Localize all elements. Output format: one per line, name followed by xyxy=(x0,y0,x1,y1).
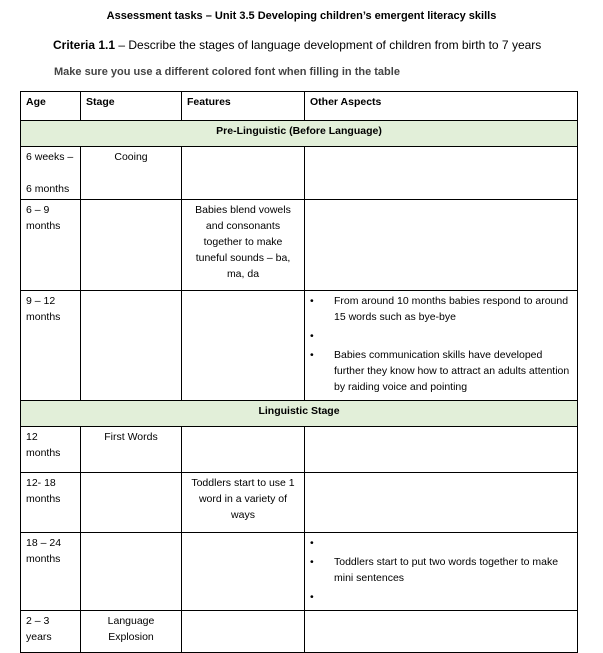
instruction-note: Make sure you use a different colored font when filling in the table xyxy=(54,66,400,78)
table-row xyxy=(21,533,578,611)
features-cell[interactable] xyxy=(182,291,305,401)
table-row xyxy=(21,200,578,291)
list-item xyxy=(328,535,572,551)
age-cell[interactable]: 6 – 9 months xyxy=(21,200,81,291)
stage-cell[interactable]: Cooing xyxy=(81,147,182,200)
aspects-cell[interactable] xyxy=(305,291,578,401)
age-cell[interactable]: 6 weeks – 6 months xyxy=(21,147,81,200)
features-cell[interactable] xyxy=(182,533,305,611)
stage-cell[interactable]: First Words xyxy=(81,427,182,473)
aspects-cell[interactable] xyxy=(305,533,578,611)
column-header-stage: Stage xyxy=(81,92,182,121)
table-header-row xyxy=(21,92,578,121)
age-cell[interactable]: 12- 18 months xyxy=(21,473,81,533)
aspects-cell[interactable] xyxy=(305,147,578,200)
list-item xyxy=(328,328,572,344)
aspects-cell[interactable] xyxy=(305,200,578,291)
language-stages-table xyxy=(20,91,578,653)
table-row xyxy=(21,427,578,473)
aspects-cell[interactable] xyxy=(305,611,578,653)
age-cell[interactable]: 2 – 3 years xyxy=(21,611,81,653)
stage-cell[interactable] xyxy=(81,473,182,533)
features-cell[interactable] xyxy=(182,611,305,653)
list-item: • Babies communication skills have developed further they know how to attract an adults attention by raiding voice and pointing xyxy=(328,347,572,395)
age-cell[interactable]: 9 – 12 months xyxy=(21,291,81,401)
stage-cell[interactable] xyxy=(81,200,182,291)
aspects-list xyxy=(310,293,572,395)
features-cell[interactable] xyxy=(182,147,305,200)
criteria-label: Criteria 1.1 xyxy=(53,38,116,52)
table-row xyxy=(21,291,578,401)
features-cell[interactable] xyxy=(182,427,305,473)
age-cell[interactable]: 12 months xyxy=(21,427,81,473)
age-cell[interactable]: 18 – 24 months xyxy=(21,533,81,611)
aspects-list xyxy=(310,535,572,605)
column-header-other-aspects: Other Aspects xyxy=(305,92,578,121)
features-cell[interactable]: Babies blend vowels and consonants together to make tuneful sounds – ba, ma, da xyxy=(182,200,305,291)
column-header-age: Age xyxy=(21,92,81,121)
list-item xyxy=(328,589,572,605)
table-row xyxy=(21,611,578,653)
list-item: • From around 10 months babies respond to around 15 words such as bye-bye xyxy=(328,293,572,325)
features-cell[interactable]: Toddlers start to use 1 word in a variety of ways xyxy=(182,473,305,533)
section-title: Linguistic Stage xyxy=(21,401,578,427)
criteria-text: – Describe the stages of language development of children from birth to 7 years xyxy=(115,38,542,52)
criteria-line xyxy=(53,38,541,52)
stage-cell[interactable]: Language Explosion xyxy=(81,611,182,653)
stage-cell[interactable] xyxy=(81,291,182,401)
stage-cell[interactable] xyxy=(81,533,182,611)
section-row-pre-linguistic xyxy=(21,121,578,147)
section-title: Pre-Linguistic (Before Language) xyxy=(21,121,578,147)
aspects-cell[interactable] xyxy=(305,427,578,473)
document-title: Assessment tasks – Unit 3.5 Developing children’s emergent literacy skills xyxy=(106,10,497,22)
table-row xyxy=(21,147,578,200)
aspects-cell[interactable] xyxy=(305,473,578,533)
table-row xyxy=(21,473,578,533)
column-header-features: Features xyxy=(182,92,305,121)
list-item: • Toddlers start to put two words together to make mini sentences xyxy=(328,554,572,586)
section-row-linguistic xyxy=(21,401,578,427)
